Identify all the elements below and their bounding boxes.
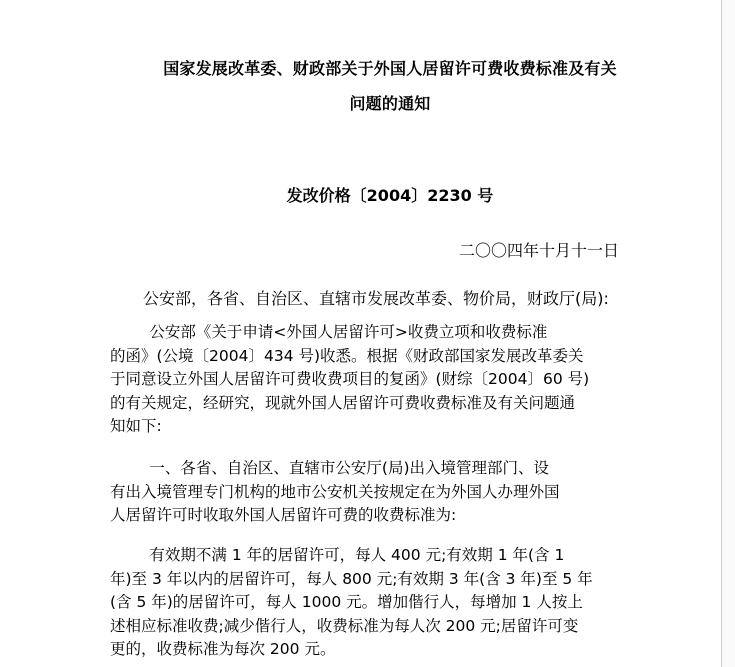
document-number: 发改价格〔2004〕2230 号 [286,186,494,205]
document-title-line-2: 问题的通知 [349,94,431,113]
paragraph-1 [110,321,630,439]
paragraph-line: 知如下: [110,417,162,435]
paragraph-line: 有出入境管理专门机构的地市公安机关按规定在为外国人办理外国 [110,482,560,501]
paragraph-line: 的有关规定，经研究，现就外国人居留许可费收费标准及有关问题通 [110,393,576,412]
paragraph-line: 有效期不满 1 年的居留许可，每人 400 元;有效期 1 年(含 1 [110,546,565,564]
paragraph-line: 年)至 3 年以内的居留许可，每人 800 元;有效期 3 年(含 3 年)至 5 年 [110,569,593,588]
paragraph-line: 更的，收费标准为每次 200 元。 [110,640,336,658]
document-date: 二〇〇四年十月十一日 [458,241,619,260]
paragraph-3 [110,544,630,662]
addressee-line: 公安部，各省、自治区、直辖市发展改革委、物价局，财政厅(局): [143,289,609,308]
paragraph-line: 人居留许可时收取外国人居留许可费的收费标准为: [110,506,457,524]
paragraph-line: 一、各省、自治区、直辖市公安厅(局)出入境管理部门、设 [110,459,550,477]
paragraph-line: 于同意设立外国人居留许可费收费项目的复函》(财综〔2004〕60 号) [110,370,590,388]
paragraph-line: (含 5 年)的居留许可，每人 1000 元。增加偕行人，每增加 1 人按上 [110,593,583,611]
document-title-line-1: 国家发展改革委、财政部关于外国人居留许可费收费标准及有关 [163,59,617,78]
paragraph-line: 公安部《关于申请<外国人居留许可>收费立项和收费标准 [110,323,548,341]
page-gutter [722,0,735,667]
paragraph-2 [110,457,630,528]
paragraph-line: 的函》(公境〔2004〕434 号)收悉。根据《财政部国家发展改革委关 [110,346,584,365]
paragraph-line: 述相应标准收费;减少偕行人，收费标准为每人次 200 元;居留许可变 [110,616,579,635]
